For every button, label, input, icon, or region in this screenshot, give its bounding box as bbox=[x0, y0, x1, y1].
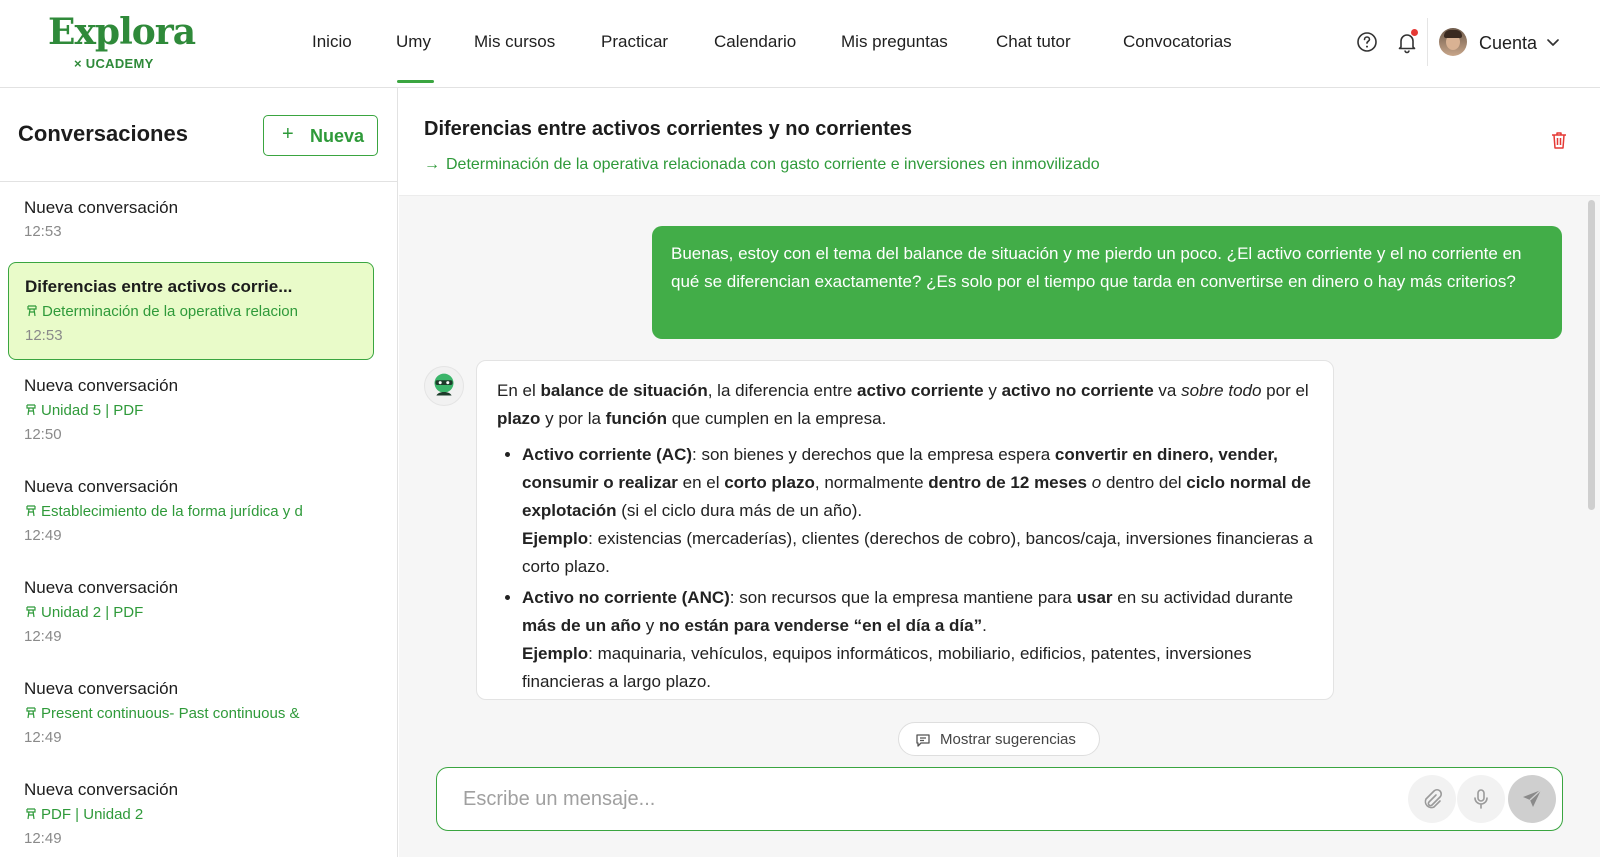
sidebar-title: Conversaciones bbox=[18, 121, 188, 146]
nav-item-mis-cursos[interactable]: Mis cursos bbox=[474, 32, 556, 51]
assistant-list bbox=[497, 441, 1313, 696]
nav-item-chat-tutor[interactable]: Chat tutor bbox=[996, 32, 1071, 51]
conversation-title: Nueva conversación bbox=[24, 477, 179, 496]
nav-item-practicar[interactable]: Practicar bbox=[601, 32, 669, 51]
bold-text: más de un año bbox=[522, 616, 642, 635]
notification-dot bbox=[1411, 29, 1418, 36]
plus-icon: + bbox=[282, 123, 294, 145]
header-divider bbox=[1427, 18, 1428, 66]
book-icon bbox=[25, 304, 39, 318]
top-header bbox=[0, 0, 1600, 88]
conversation-topic-text: Unidad 5 | PDF bbox=[41, 402, 144, 419]
conversation-time: 12:53 bbox=[25, 327, 63, 344]
bold-text: dentro de 12 meses bbox=[928, 473, 1088, 492]
chat-title: Diferencias entre activos corrientes y no corrientes bbox=[424, 118, 912, 140]
conversation-topic-text: Unidad 2 | PDF bbox=[41, 604, 144, 621]
conversation-topic bbox=[25, 303, 323, 320]
paperclip-icon bbox=[1421, 788, 1443, 810]
avatar-hair bbox=[1444, 30, 1462, 38]
list-item bbox=[522, 584, 1313, 696]
bold-text: no están para venderse “en el día a día” bbox=[658, 616, 983, 635]
text: en su actividad durante bbox=[1112, 588, 1294, 607]
avatar[interactable] bbox=[1439, 28, 1467, 56]
conversation-title: Nueva conversación bbox=[24, 578, 179, 597]
conversation-time: 12:49 bbox=[24, 628, 62, 645]
voice-button[interactable] bbox=[1457, 775, 1505, 823]
nav-item-convocatorias[interactable]: Convocatorias bbox=[1123, 32, 1232, 51]
book-icon bbox=[24, 605, 38, 619]
microphone-icon bbox=[1470, 788, 1492, 810]
book-icon bbox=[24, 403, 38, 417]
bold-text: ciclo normal de explotación bbox=[522, 473, 1311, 520]
italic-text: sobre todo bbox=[1181, 381, 1262, 400]
bold-text: usar bbox=[1076, 588, 1113, 607]
conversation-item[interactable] bbox=[8, 463, 374, 561]
bold-text: convertir en dinero, vender, consumir o realizar bbox=[522, 445, 1278, 492]
show-suggestions-label: Mostrar sugerencias bbox=[940, 731, 1076, 748]
text: va bbox=[1153, 381, 1182, 400]
text: (si el ciclo dura más de un año). bbox=[616, 501, 863, 520]
conversation-topic-text: Present continuous- Past continuous & bbox=[41, 705, 300, 722]
conversation-time: 12:49 bbox=[24, 729, 62, 746]
text: y por la bbox=[540, 409, 606, 428]
chat-topic-link[interactable] bbox=[424, 156, 1100, 174]
example-text: : maquinaria, vehículos, equipos informáticos, mobiliario, edificios, patentes, inversiones financieras a largo plazo. bbox=[522, 644, 1252, 691]
conversation-title: Nueva conversación bbox=[24, 376, 179, 395]
user-message: Buenas, estoy con el tema del balance de situación y me pierdo un poco. ¿El activo corriente y el no corriente en qué se diferencian exactamente? ¿Es solo por el tiempo que tarda en convertirse en dinero o hay más criterios? bbox=[652, 226, 1562, 339]
account-menu-label[interactable]: Cuenta bbox=[1479, 33, 1538, 53]
bold-text: plazo bbox=[497, 409, 541, 428]
conversation-time: 12:49 bbox=[24, 527, 62, 544]
nav-item-calendario[interactable]: Calendario bbox=[714, 32, 797, 51]
chat-header bbox=[399, 88, 1600, 196]
book-icon bbox=[24, 706, 38, 720]
conversation-item[interactable] bbox=[8, 186, 374, 256]
bold-text: balance de situación bbox=[540, 381, 708, 400]
conversation-time: 12:53 bbox=[24, 223, 62, 240]
message-input[interactable] bbox=[438, 769, 1368, 829]
text: y bbox=[983, 381, 1002, 400]
conversation-item[interactable] bbox=[8, 665, 374, 763]
new-conversation-label: Nueva bbox=[310, 126, 365, 146]
conversation-topic bbox=[24, 604, 322, 621]
conversation-time: 12:49 bbox=[24, 830, 62, 847]
conversation-topic-text: PDF | Unidad 2 bbox=[41, 806, 144, 823]
italic-text: o bbox=[1091, 473, 1102, 492]
conversation-topic bbox=[24, 705, 322, 722]
text: que cumplen en la empresa. bbox=[667, 409, 887, 428]
conversation-title: Nueva conversación bbox=[24, 679, 179, 698]
text: y bbox=[641, 616, 659, 635]
text: en el bbox=[677, 473, 725, 492]
chat-panel bbox=[399, 88, 1600, 857]
conversation-topic bbox=[24, 806, 322, 823]
chat-scrollbar[interactable] bbox=[1588, 200, 1596, 598]
example-label: Ejemplo bbox=[522, 529, 589, 548]
book-icon bbox=[24, 504, 38, 518]
conversation-title: Nueva conversación bbox=[24, 198, 179, 217]
logo-sub: × UCADEMY bbox=[74, 56, 154, 71]
nav-item-umy[interactable]: Umy bbox=[396, 32, 431, 51]
new-conversation-button[interactable] bbox=[263, 115, 378, 156]
conversation-item[interactable] bbox=[8, 766, 374, 857]
conversation-title: Diferencias entre activos corrie... bbox=[25, 277, 293, 296]
conversation-item[interactable] bbox=[8, 362, 374, 460]
example-label: Ejemplo bbox=[522, 644, 589, 663]
bold-text: función bbox=[605, 409, 668, 428]
show-suggestions-button[interactable] bbox=[898, 722, 1100, 756]
conversation-title: Nueva conversación bbox=[24, 780, 179, 799]
chat-icon bbox=[915, 732, 931, 748]
conversation-item[interactable] bbox=[8, 564, 374, 662]
text: : son recursos que la empresa mantiene para bbox=[729, 588, 1077, 607]
active-nav-indicator bbox=[397, 80, 434, 83]
nav-item-inicio[interactable]: Inicio bbox=[312, 32, 352, 51]
chevron-down-icon[interactable] bbox=[1544, 33, 1562, 51]
conversation-topic bbox=[24, 503, 322, 520]
text: , la diferencia entre bbox=[707, 381, 858, 400]
conversation-topic-text: Determinación de la operativa relacion bbox=[42, 303, 298, 320]
send-button[interactable] bbox=[1508, 775, 1556, 823]
text: En el bbox=[497, 381, 541, 400]
text: : son bienes y derechos que la empresa espera bbox=[692, 445, 1055, 464]
bold-text: corto plazo bbox=[724, 473, 815, 492]
chat-scrollbar-thumb[interactable] bbox=[1588, 200, 1595, 510]
conversation-topic bbox=[24, 402, 322, 419]
bold-text: activo no corriente bbox=[1001, 381, 1154, 400]
assistant-intro bbox=[497, 377, 1313, 433]
nav-item-mis-preguntas[interactable]: Mis preguntas bbox=[841, 32, 948, 51]
arrow-right-icon: → bbox=[424, 156, 440, 173]
send-icon bbox=[1521, 788, 1543, 810]
bold-text: Activo corriente (AC) bbox=[522, 445, 693, 464]
chat-topic-text: Determinación de la operativa relacionada con gasto corriente e inversiones en inmovilizado bbox=[446, 156, 1100, 173]
list-item bbox=[522, 441, 1313, 581]
conversation-topic-text: Establecimiento de la forma jurídica y d bbox=[41, 503, 303, 520]
example-text: : existencias (mercaderías), clientes (derechos de cobro), bancos/caja, inversiones financieras a corto plazo. bbox=[522, 529, 1313, 576]
trash-icon[interactable] bbox=[1550, 130, 1568, 150]
logo-main: Explora bbox=[48, 11, 196, 53]
help-icon[interactable] bbox=[1355, 30, 1379, 54]
attach-button[interactable] bbox=[1408, 775, 1456, 823]
sidebar-divider bbox=[0, 181, 398, 182]
conversation-item-active[interactable] bbox=[8, 262, 374, 360]
text: . bbox=[982, 616, 987, 635]
assistant-message bbox=[476, 360, 1334, 700]
bold-text: Activo no corriente (ANC) bbox=[522, 588, 730, 607]
bot-avatar bbox=[424, 366, 464, 406]
conversation-time: 12:50 bbox=[24, 426, 62, 443]
conversations-sidebar bbox=[0, 88, 398, 857]
text: , normalmente bbox=[814, 473, 929, 492]
bold-text: activo corriente bbox=[857, 381, 984, 400]
text: dentro del bbox=[1101, 473, 1187, 492]
message-composer bbox=[436, 767, 1563, 831]
text: por el bbox=[1261, 381, 1309, 400]
book-icon bbox=[24, 807, 38, 821]
